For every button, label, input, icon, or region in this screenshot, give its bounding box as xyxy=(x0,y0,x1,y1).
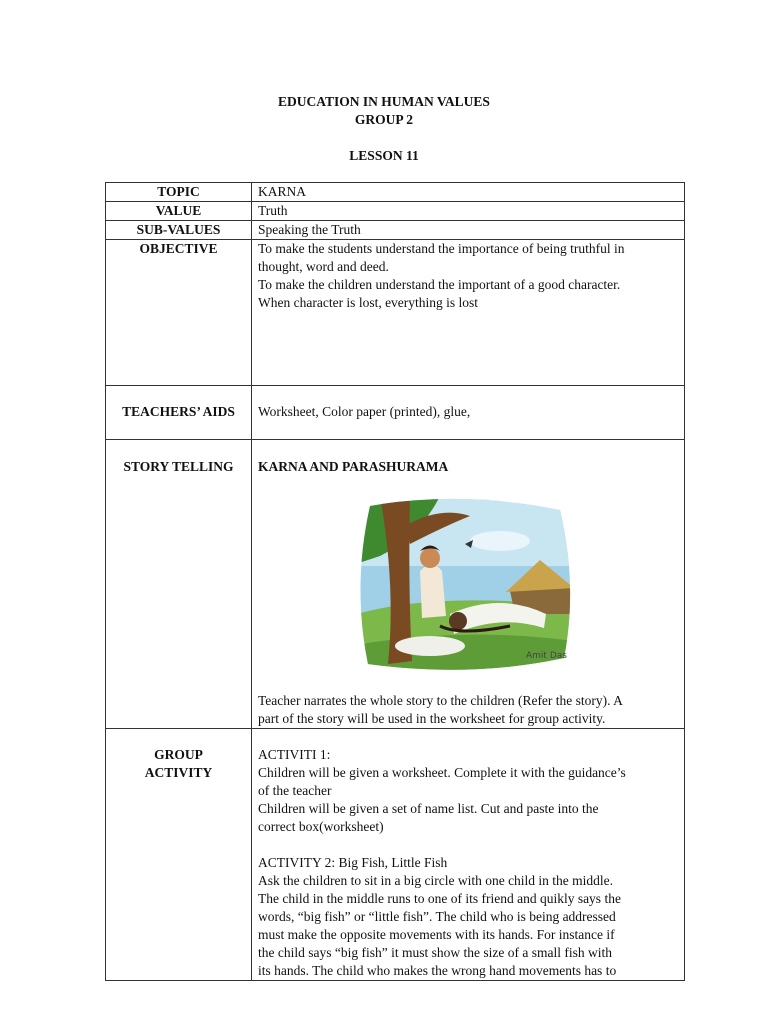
objective-line: thought, word and deed. xyxy=(258,259,389,274)
row-subvalues xyxy=(106,221,685,240)
subvalues-value: Speaking the Truth xyxy=(252,221,685,240)
row-teachers-aids xyxy=(106,386,685,440)
objective-label: OBJECTIVE xyxy=(106,240,252,386)
story-title: KARNA AND PARASHURAMA xyxy=(258,459,449,474)
paragraph-gap xyxy=(258,836,678,854)
activity2-line: its hands. The child who makes the wrong hand movements has to xyxy=(258,963,617,978)
activity2-line: ACTIVITY 2: Big Fish, Little Fish xyxy=(258,855,448,870)
activity1-line: ACTIVITI 1: xyxy=(258,747,331,762)
teachers-aids-value: Worksheet, Color paper (printed), glue, xyxy=(252,386,685,440)
subvalues-label: SUB-VALUES xyxy=(106,221,252,240)
objective-line: To make the children understand the important of a good character. xyxy=(258,277,621,292)
activity1-line: Children will be given a set of name list. Cut and paste into the xyxy=(258,801,599,816)
story-telling-content xyxy=(252,440,685,729)
story-narration-line: part of the story will be used in the worksheet for group activity. xyxy=(258,711,606,726)
group-activity-label-line: ACTIVITY xyxy=(144,765,213,780)
value-value: Truth xyxy=(252,202,685,221)
row-topic xyxy=(106,183,685,202)
illustration-signature: Amit Das xyxy=(526,651,567,661)
row-group-activity xyxy=(106,729,685,981)
activity2-line: words, “big fish” or “little fish”. The child who is being addressed xyxy=(258,909,616,924)
row-objective xyxy=(106,240,685,386)
activity1-line: Children will be given a worksheet. Complete it with the guidance’s xyxy=(258,765,626,780)
story-telling-label: STORY TELLING xyxy=(106,440,252,729)
group-label: GROUP 2 xyxy=(354,112,414,127)
activity1-line: correct box(worksheet) xyxy=(258,819,384,834)
row-value xyxy=(106,202,685,221)
activity2-line: The child in the middle runs to one of its friend and quikly says the xyxy=(258,891,621,906)
objective-value xyxy=(252,240,685,386)
document-title: EDUCATION IN HUMAN VALUES xyxy=(278,94,490,109)
row-story-telling xyxy=(106,440,685,729)
lesson-label: LESSON 11 xyxy=(349,148,419,163)
objective-line: To make the students understand the importance of being truthful in xyxy=(258,241,625,256)
activity1-line: of the teacher xyxy=(258,783,332,798)
story-narration-line: Teacher narrates the whole story to the children (Refer the story). A xyxy=(258,693,623,708)
teachers-aids-label: TEACHERS’ AIDS xyxy=(106,386,252,440)
activity2-line: Ask the children to sit in a big circle with one child in the middle. xyxy=(258,873,614,888)
topic-value: KARNA xyxy=(252,183,685,202)
topic-label: TOPIC xyxy=(106,183,252,202)
value-label: VALUE xyxy=(106,202,252,221)
group-activity-content xyxy=(252,729,685,981)
karna-parashurama-illustration-icon xyxy=(350,496,574,676)
lesson-plan-table xyxy=(105,182,685,981)
activity2-line: the child says “big fish” it must show the size of a small fish with xyxy=(258,945,612,960)
group-activity-label-line: GROUP xyxy=(154,747,203,762)
group-activity-label xyxy=(106,729,252,981)
objective-line: When character is lost, everything is lost xyxy=(258,295,479,310)
activity2-line: must make the opposite movements with its hands. For instance if xyxy=(258,927,615,942)
